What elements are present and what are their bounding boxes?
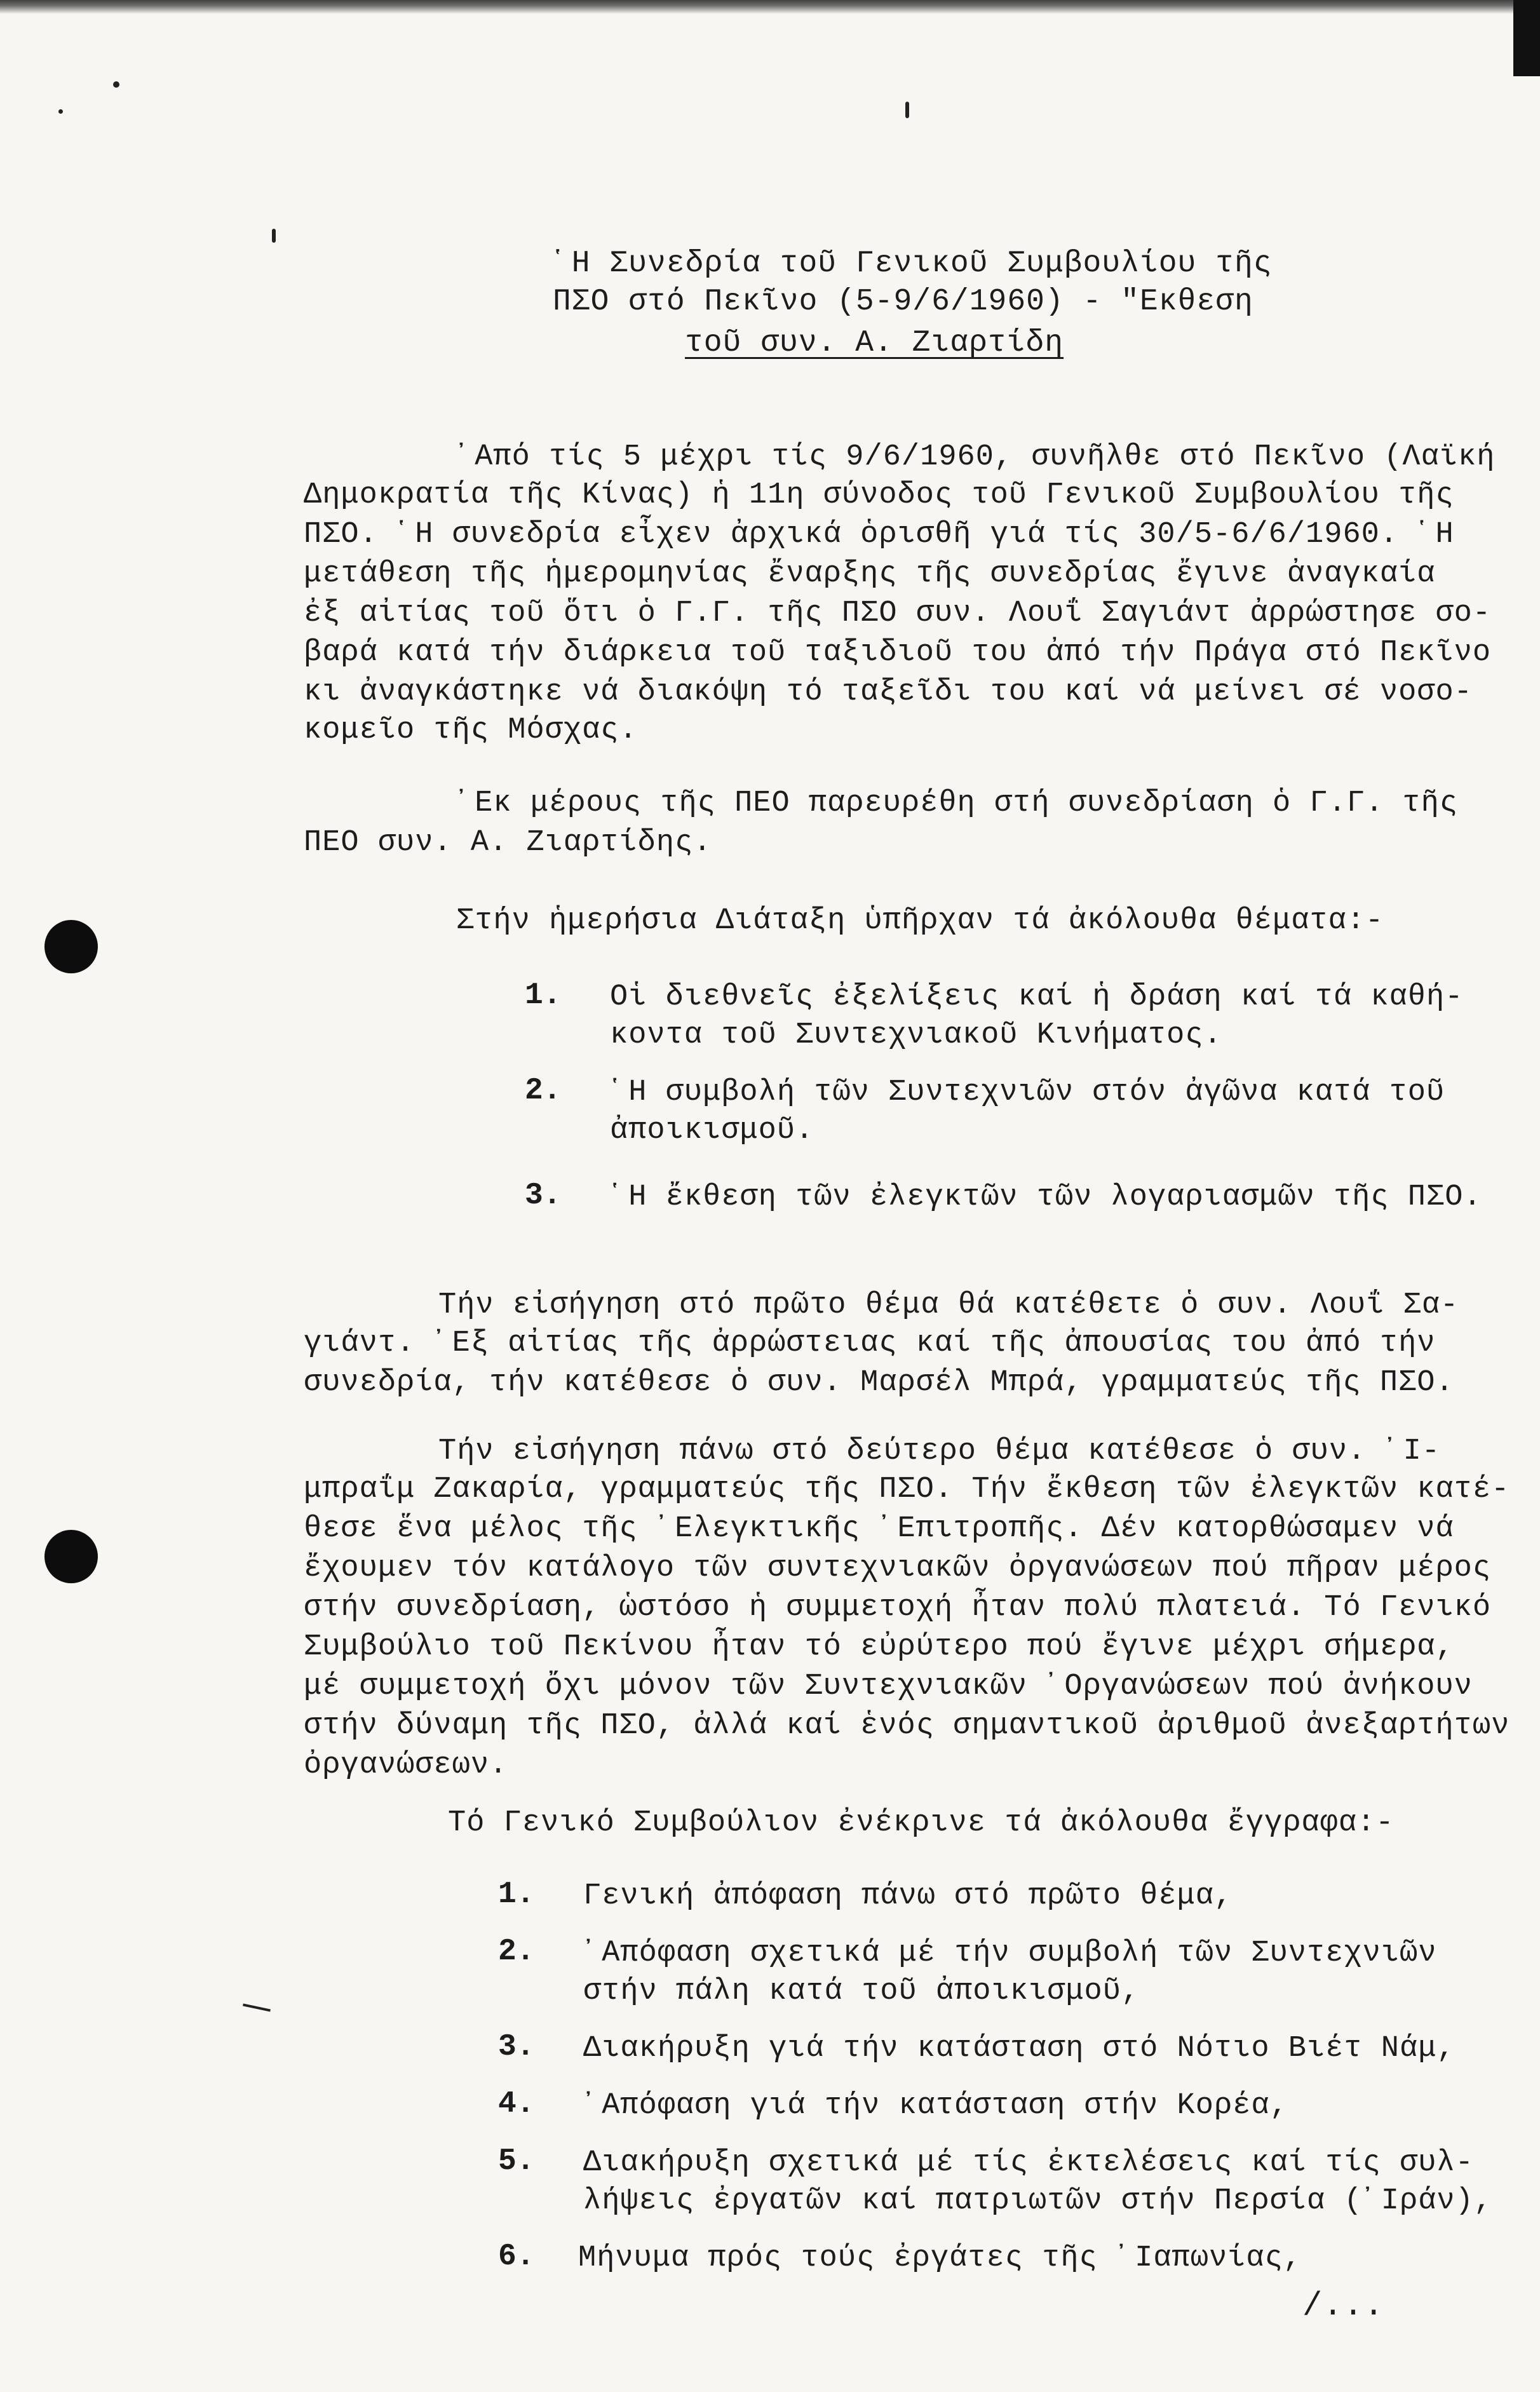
doc-item-text: Διακήρυξη σχετικά μέ τίς ἐκτελέσεις καί τίς συλ- — [583, 2146, 1474, 2180]
para1-line: μετάθεση τῆς ἡμερομηνίας ἔναρξης τῆς συνεδρίας ἔγινε ἀναγκαία — [304, 557, 1436, 591]
punch-hole-bottom — [44, 1530, 98, 1583]
para4-line: μπραΐμ Ζακαρία, γραμματεύς τῆς ΠΣΟ. Τήν ἔκθεση τῶν ἐλεγκτῶν κατέ- — [304, 1473, 1510, 1506]
para1-line: βαρά κατά τήν διάρκεια τοῦ ταξιδιοῦ του ἀπό τήν Πράγα στό Πεκῖνο — [304, 636, 1492, 670]
agenda-intro: Στήν ἡμερήσια Διάταξη ὑπῆρχαν τά ἀκόλουθα θέματα:- — [456, 904, 1384, 938]
punch-hole-top — [44, 920, 98, 973]
scan-speck — [113, 81, 119, 88]
para2-line: ᾽Εκ μέρους τῆς ΠΕΟ παρευρέθη στή συνεδρίαση ὁ Γ.Γ. τῆς — [456, 787, 1459, 820]
doc-item-number: 2. — [498, 1935, 535, 1969]
para3-line: Τήν εἰσήγηση στό πρῶτο θέμα θά κατέθετε ὁ συν. Λουΐ Σα- — [438, 1288, 1459, 1322]
scan-speck — [905, 102, 909, 118]
scan-speck — [58, 109, 63, 114]
para3-line: συνεδρία, τήν κατέθεσε ὁ συν. Μαρσέλ Μπρά, γραμματεύς τῆς ΠΣΟ. — [304, 1366, 1454, 1400]
para4-line: στήν δύναμη τῆς ΠΣΟ, ἀλλά καί ἑνός σημαντικοῦ ἀριθμοῦ ἀνεξαρτήτων — [304, 1709, 1510, 1743]
scan-mark — [243, 2003, 271, 2011]
agenda-item-number: 3. — [525, 1179, 562, 1213]
agenda-item-text: κοντα τοῦ Συντεχνιακοῦ Κινήματος. — [610, 1018, 1222, 1052]
doc-item-text: Μήνυμα πρός τούς ἐργάτες τῆς ᾽Ιαπωνίας, — [578, 2241, 1302, 2275]
para4-line: μέ συμμετοχή ὄχι μόνον τῶν Συντεχνιακῶν ᾽Οργανώσεων πού ἀνήκουν — [304, 1670, 1473, 1703]
continued-marker: /... — [1302, 2287, 1384, 2325]
para4-line: ὀργανώσεων. — [304, 1748, 508, 1782]
para4-line: Τήν εἰσήγηση πάνω στό δεύτερο θέμα κατέθεσε ὁ συν. ᾽Ι- — [438, 1435, 1441, 1468]
para1-line: ᾽Από τίς 5 μέχρι τίς 9/6/1960, συνῆλθε στό Πεκῖνο (Λαϊκή — [456, 440, 1496, 474]
para2-line: ΠΕΟ συν. Α. Ζιαρτίδης. — [304, 826, 712, 860]
title-line-1: ῾Η Συνεδρία τοῦ Γενικοῦ Συμβουλίου τῆς — [553, 247, 1273, 281]
para1-line: ΠΣΟ. ῾Η συνεδρία εἶχεν ἀρχικά ὁρισθῆ γιά τίς 30/5-6/6/1960. ῾Η — [304, 518, 1454, 551]
para4-line: Συμβούλιο τοῦ Πεκίνου ἦταν τό εὐρύτερο πού ἔγινε μέχρι σήμερα, — [304, 1630, 1454, 1664]
para1-line: κι ἀναγκάστηκε νά διακόψη τό ταξεῖδι του καί νά μείνει σέ νοσο- — [304, 675, 1473, 709]
agenda-item-text: ἀποικισμοῦ. — [610, 1114, 814, 1147]
doc-item-text: Διακήρυξη γιά τήν κατάσταση στό Νότιο Βιέτ Νάμ, — [583, 2032, 1456, 2065]
doc-item-number: 3. — [498, 2030, 535, 2064]
docs-intro: Τό Γενικό Συμβούλιον ἐνέκρινε τά ἀκόλουθα ἔγγραφα:- — [448, 1806, 1395, 1840]
doc-item-number: 5. — [498, 2144, 535, 2179]
para4-line: θεσε ἕνα μέλος τῆς ᾽Ελεγκτικῆς ᾽Επιτροπῆς. Δέν κατορθώσαμεν νά — [304, 1512, 1454, 1546]
para4-line: ἔχουμεν τόν κατάλογο τῶν συντεχνιακῶν ὀργανώσεων πού πῆραν μέρος — [304, 1551, 1492, 1585]
agenda-item-text: ῾Η ἔκθεση τῶν ἐλεγκτῶν τῶν λογαριασμῶν τῆς ΠΣΟ. — [610, 1180, 1482, 1214]
doc-item-number: 6. — [498, 2240, 535, 2274]
doc-item-text: Γενική ἀπόφαση πάνω στό πρῶτο θέμα, — [583, 1879, 1233, 1913]
agenda-item-number: 1. — [525, 978, 562, 1013]
doc-item-text: λήψεις ἐργατῶν καί πατριωτῶν στήν Περσία (᾽Ιράν), — [583, 2184, 1493, 2218]
doc-item-text: ᾽Απόφαση γιά τήν κατάσταση στήν Κορέα, — [583, 2089, 1288, 2123]
doc-item-number: 1. — [498, 1877, 535, 1912]
scan-speck — [272, 229, 276, 243]
title-line-3: τοῦ συν. Α. Ζιαρτίδη — [685, 326, 1064, 360]
para1-line: Δημοκρατία τῆς Κίνας) ἡ 11η σύνοδος τοῦ Γενικοῦ Συμβουλίου τῆς — [304, 478, 1454, 512]
scan-edge-right — [1513, 0, 1540, 76]
para1-line: κομεῖο τῆς Μόσχας. — [304, 713, 638, 747]
scan-edge-top — [0, 0, 1540, 14]
doc-item-text: στήν πάλη κατά τοῦ ἀποικισμοῦ, — [583, 1975, 1140, 2008]
title-line-2: ΠΣΟ στό Πεκῖνο (5-9/6/1960) - "Εκθεση — [553, 285, 1253, 319]
agenda-item-number: 2. — [525, 1074, 562, 1108]
agenda-item-text: Οἱ διεθνεῖς ἐξελίξεις καί ἡ δράση καί τά καθή- — [610, 980, 1464, 1014]
para4-line: στήν συνεδρίαση, ὡστόσο ἡ συμμετοχή ἦταν πολύ πλατειά. Τό Γενικό — [304, 1591, 1492, 1625]
doc-item-number: 4. — [498, 2087, 535, 2121]
doc-item-text: ᾽Απόφαση σχετικά μέ τήν συμβολή τῶν Συντεχνιῶν — [583, 1936, 1437, 1970]
para1-line: ἐξ αἰτίας τοῦ ὅτι ὁ Γ.Γ. τῆς ΠΣΟ συν. Λουΐ Σαγιάντ ἀρρώστησε σο- — [304, 597, 1492, 630]
agenda-item-text: ῾Η συμβολή τῶν Συντεχνιῶν στόν ἀγῶνα κατά τοῦ — [610, 1076, 1445, 1109]
para3-line: γιάντ. ᾽Εξ αἰτίας τῆς ἀρρώστειας καί τῆς ἀπουσίας του ἀπό τήν — [304, 1327, 1436, 1360]
